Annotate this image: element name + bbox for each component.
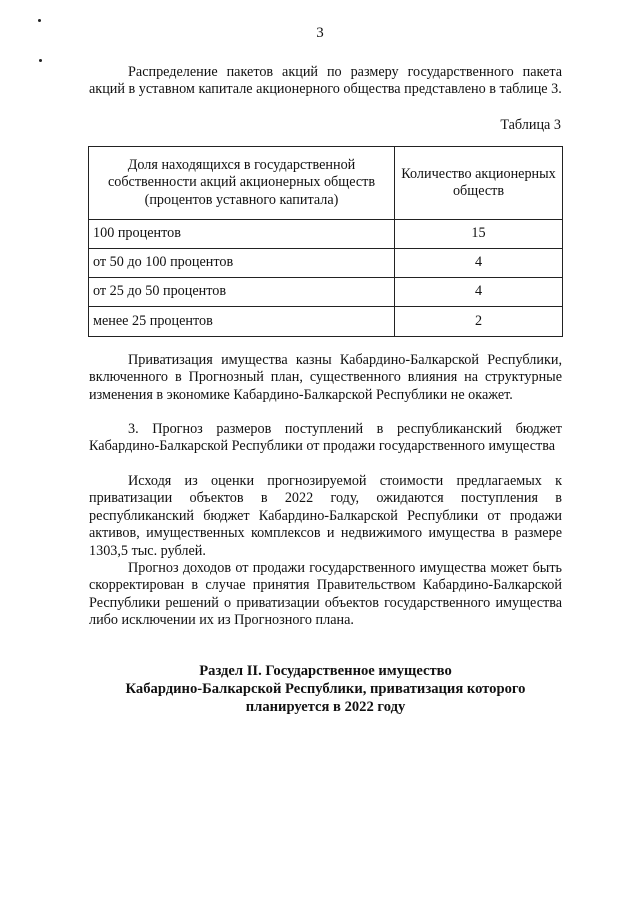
share-cell: от 50 до 100 процентов: [89, 249, 395, 278]
scan-speck-2: [39, 59, 42, 62]
privatization-impact-paragraph: Приватизация имущества казны Кабардино-Балкарской Республики, включенного в Прогнозный план, существенного влияния на структурные изменения в экономике Кабардино-Балкарской Республики не окажет.: [89, 352, 562, 403]
intro-paragraph: Распределение пакетов акций по размеру государственного пакета акций в уставном капитале акционерного общества представлено в таблице 3.: [89, 64, 562, 98]
table-row: [89, 220, 563, 249]
revenue-adjustment-paragraph: Прогноз доходов от продажи государственного имущества может быть скорректирован в случае принятия Правительством Кабардино-Балкарской Республики решений о приватизации объектов государственного имущества либо исключении их из Прогнозного плана.: [89, 560, 562, 629]
header-count: Количество акционерных обществ: [395, 147, 563, 220]
count-cell: 15: [395, 220, 563, 249]
count-cell: 4: [395, 249, 563, 278]
table-header-row: [89, 147, 563, 220]
revenue-estimate-paragraph: Исходя из оценки прогнозируемой стоимости предлагаемых к приватизации объектов в 2022 году, ожидаются поступления в республиканский бюджет Кабардино-Балкарской Республики от продажи активов, имущественных комплексов и недвижимого имущества в размере 1303,5 тыс. рублей.: [89, 473, 562, 559]
count-cell: 4: [395, 278, 563, 307]
section-title-line-1: Раздел II. Государственное имущество: [199, 663, 452, 679]
section-title: [89, 662, 562, 716]
section-title-line-3: планируется в 2022 году: [245, 699, 406, 715]
share-cell: от 25 до 50 процентов: [89, 278, 395, 307]
share-cell: 100 процентов: [89, 220, 395, 249]
page-number: 3: [316, 25, 324, 41]
table-row: [89, 307, 563, 337]
count-cell: 2: [395, 307, 563, 337]
table-caption: Таблица 3: [500, 117, 561, 133]
scan-speck-1: [38, 19, 41, 22]
forecast-heading-paragraph: 3. Прогноз размеров поступлений в республиканский бюджет Кабардино-Балкарской Республики от продажи государственного имущества: [89, 421, 562, 455]
section-title-line-2: Кабардино-Балкарской Республики, приватизация которого: [125, 681, 526, 697]
shares-table: [88, 146, 563, 337]
table-row: [89, 249, 563, 278]
header-share: Доля находящихся в государственной собственности акций акционерных обществ (процентов уставного капитала): [89, 147, 395, 220]
table-row: [89, 278, 563, 307]
share-cell: менее 25 процентов: [89, 307, 395, 337]
